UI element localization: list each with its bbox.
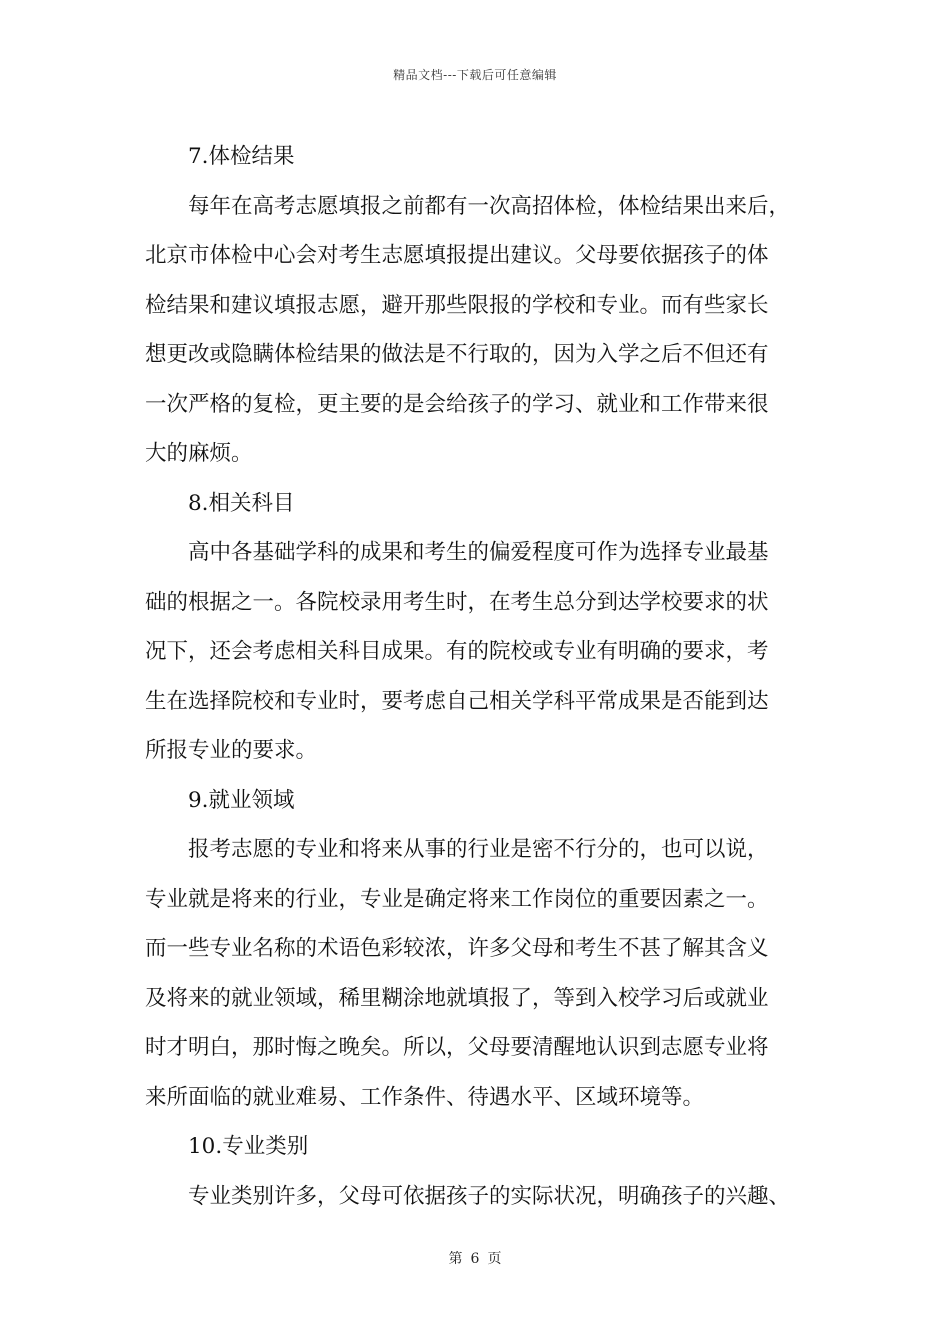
section-paragraph xyxy=(145,182,825,479)
paragraph-line: 况下，还会考虑相关科目成果。有的院校或专业有明确的要求，考 xyxy=(145,639,769,664)
paragraph-line: 及将来的就业领域，稀里糊涂地就填报了，等到入校学习后或就业 xyxy=(145,985,769,1011)
document-body xyxy=(145,132,825,1221)
paragraph-line: 专业就是将来的行业，专业是确定将来工作岗位的重要因素之一。 xyxy=(145,886,769,912)
paragraph-line: 每年在高考志愿填报之前都有一次高招体检，体检结果出来后， xyxy=(188,193,791,219)
page-header: 精品文档---下载后可任意编辑 xyxy=(393,68,557,82)
section-paragraph xyxy=(145,528,825,776)
paragraph-line: 来所面临的就业难易、工作条件、待遇水平、区域环境等。 xyxy=(145,1084,705,1110)
page-footer xyxy=(0,1248,950,1268)
section-paragraph xyxy=(145,825,825,1122)
page-label-suffix: 页 xyxy=(487,1251,502,1267)
section-employment-field xyxy=(145,776,825,1123)
paragraph-line: 大的麻烦。 xyxy=(145,441,253,466)
paragraph-line: 检结果和建议填报志愿，避开那些限报的学校和专业。而有些家长 xyxy=(145,292,769,318)
page-number: 6 xyxy=(470,1251,480,1267)
paragraph-line: 所报专业的要求。 xyxy=(145,738,318,763)
section-heading: 7.体检结果 xyxy=(188,144,295,169)
section-heading: 8.相关科目 xyxy=(188,490,295,516)
paragraph-line: 想更改或隐瞒体检结果的做法是不行取的，因为入学之后不但还有 xyxy=(145,342,769,367)
paragraph-line: 北京市体检中心会对考生志愿填报提出建议。父母要依据孩子的体 xyxy=(145,243,769,268)
page-label-prefix: 第 xyxy=(448,1251,463,1267)
section-physical-exam xyxy=(145,132,825,479)
paragraph-line: 生在选择院校和专业时，要考虑自己相关学科平常成果是否能到达 xyxy=(145,688,769,714)
section-major-category xyxy=(145,1122,825,1221)
paragraph-line: 础的根据之一。各院校录用考生时，在考生总分到达学校要求的状 xyxy=(145,589,769,615)
paragraph-line: 而一些专业名称的术语色彩较浓，许多父母和考生不甚了解其含义 xyxy=(145,936,769,961)
section-heading: 9.就业领域 xyxy=(188,787,295,813)
paragraph-line: 时才明白，那时悔之晚矣。所以，父母要清醒地认识到志愿专业将 xyxy=(145,1035,769,1060)
paragraph-line: 一次严格的复检，更主要的是会给孩子的学习、就业和工作带来很 xyxy=(145,391,769,417)
section-related-subjects xyxy=(145,479,825,776)
paragraph-line: 高中各基础学科的成果和考生的偏爱程度可作为选择专业最基 xyxy=(188,540,769,565)
section-heading: 10.专业类别 xyxy=(188,1134,309,1159)
section-paragraph xyxy=(145,1172,825,1222)
paragraph-line: 报考志愿的专业和将来从事的行业是密不行分的，也可以说， xyxy=(188,837,769,862)
paragraph-line: 专业类别许多，父母可依据孩子的实际状况，明确孩子的兴趣、 xyxy=(188,1183,791,1209)
